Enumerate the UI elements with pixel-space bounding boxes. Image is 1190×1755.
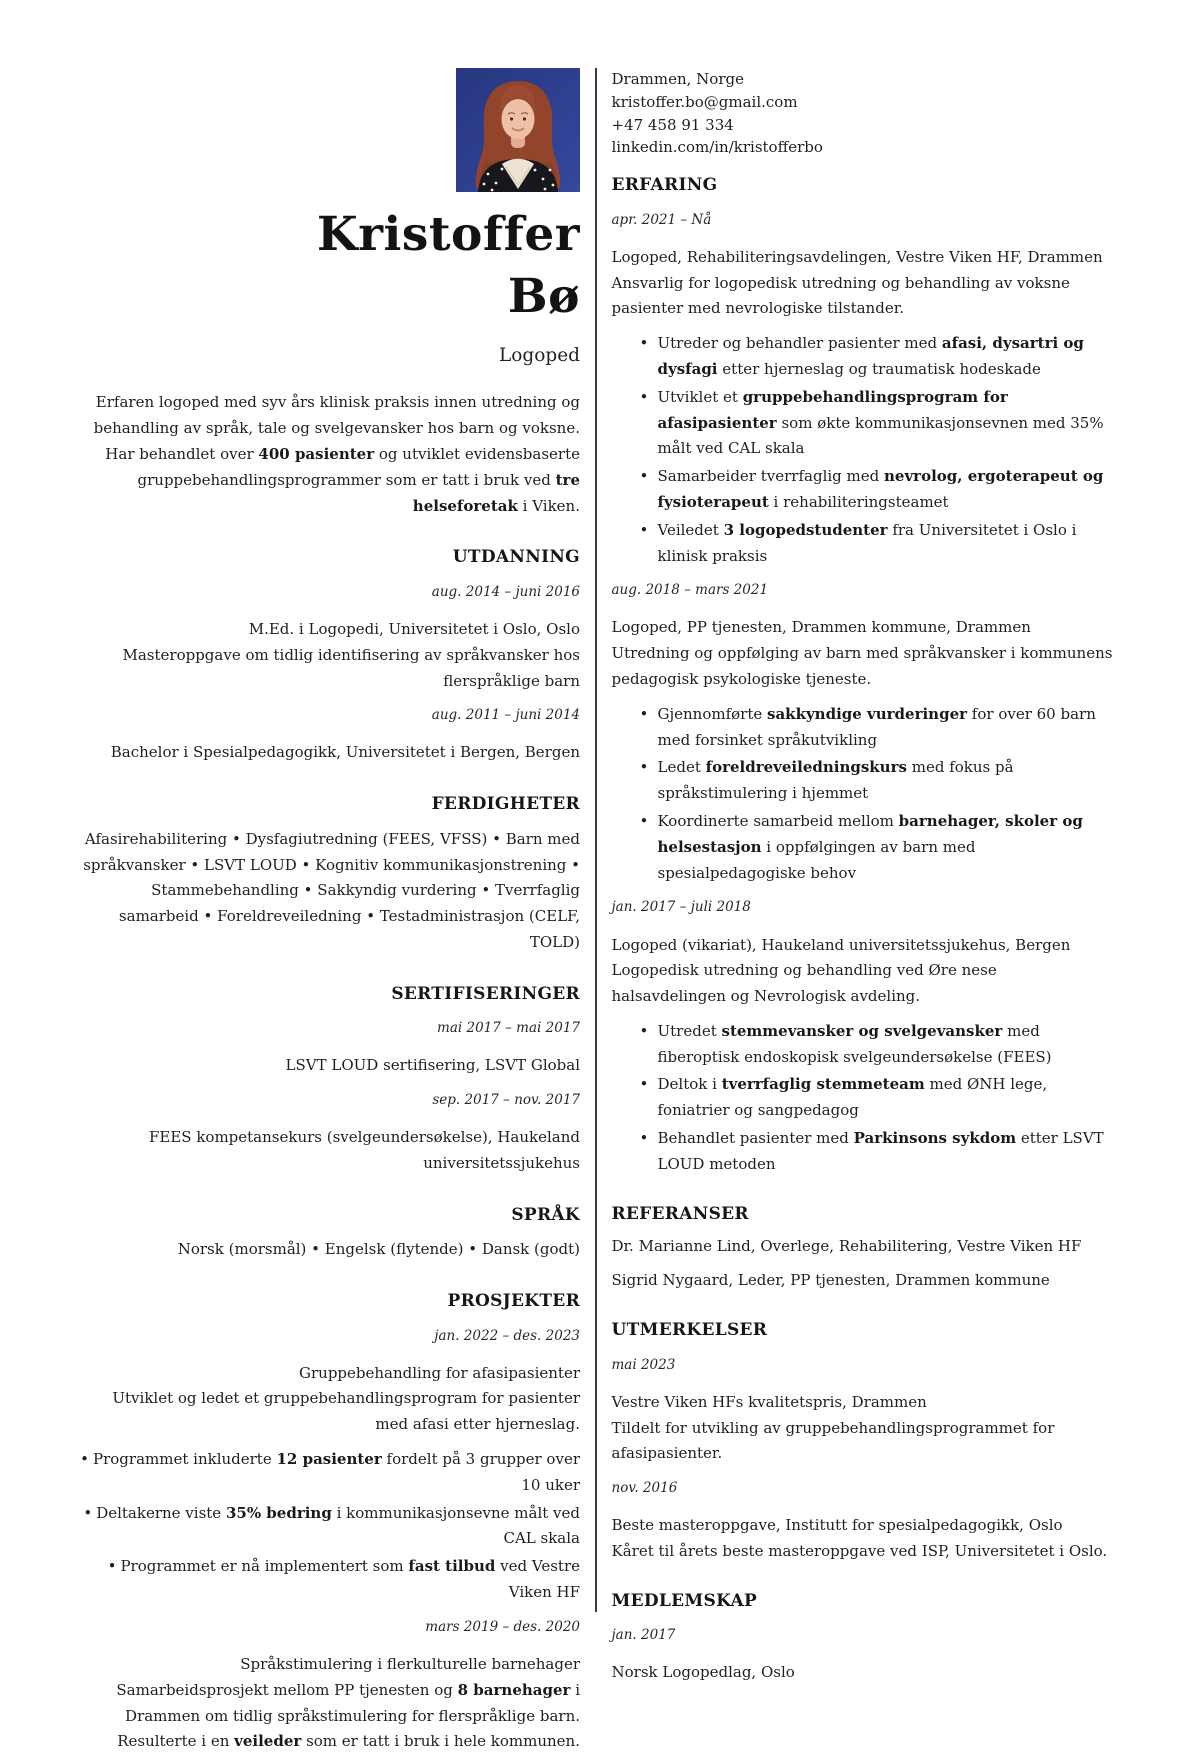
experience-entry-description: Ansvarlig for logopedisk utredning og behandling av voksne pasienter med nevrologiske tilstander.: [611, 273, 1070, 318]
project-bullet: [75, 1554, 580, 1606]
experience-bullet: [639, 1019, 1116, 1071]
experience-bullet-text: Gjennomførte sakkyndige vurderinger for over 60 barn med forsinket språkutvikling: [657, 704, 1096, 749]
education-entry-date: aug. 2011 – juni 2014: [431, 707, 580, 724]
contact-linkedin: linkedin.com/in/kristofferbo: [611, 138, 823, 157]
bullet-marker: •: [639, 1021, 649, 1040]
section-certifications: [75, 982, 580, 1177]
project-bullet-text: Programmet inkluderte 12 pasienter fordelt på 3 grupper over 10 uker: [93, 1450, 580, 1494]
section-experience: [612, 173, 1116, 1177]
project-entry-description: Samarbeidsprosjekt mellom PP tjenesten og 8 barnehager i Drammen om tidlig språkstimulering for flerspråklige barn. Resulterte i en veileder som er tatt i bruk i hele kommunen.: [116, 1680, 580, 1751]
experience-entry-title: Logoped, PP tjenesten, Drammen kommune, Drammen: [611, 618, 1031, 637]
bullet-marker: •: [639, 467, 649, 486]
experience-entry-date: apr. 2021 – Nå: [611, 211, 712, 228]
left-column: [75, 68, 580, 1755]
portrait-illustration: [456, 68, 580, 192]
section-education: [75, 545, 580, 766]
bullet-marker: •: [639, 520, 649, 539]
bullet-marker: •: [639, 1129, 649, 1148]
column-divider: [595, 68, 597, 1612]
experience-bullet-text: Utredet stemmevansker og svelgevansker med fiberoptisk endoskopisk svelgeundersøkelse (FEES): [657, 1021, 1052, 1066]
reference-line: Dr. Marianne Lind, Overlege, Rehabilitering, Vestre Viken HF: [611, 1237, 1082, 1256]
experience-bullet: [639, 755, 1116, 807]
award-entry-title: Beste masteroppgave, Institutt for spesialpedagogikk, Oslo: [611, 1516, 1063, 1535]
experience-bullet-list: [612, 702, 1116, 887]
section-heading-education: UTDANNING: [452, 547, 580, 568]
section-membership: [612, 1589, 1116, 1686]
project-entry-date: mars 2019 – des. 2020: [425, 1618, 580, 1635]
bullet-marker: •: [639, 812, 649, 831]
experience-bullet-text: Samarbeider tverrfaglig med nevrolog, ergoterapeut og fysioterapeut i rehabiliteringsteamet: [657, 467, 1104, 511]
membership-entry-title: Norsk Logopedlag, Oslo: [611, 1663, 795, 1682]
section-heading-awards: UTMERKELSER: [611, 1320, 768, 1341]
experience-bullet: [639, 809, 1116, 886]
summary-text: Erfaren logoped med syv års klinisk praksis innen utredning og behandling av språk, tale og svelgevansker hos barn og voksne. Har behandlet over 400 pasienter og utviklet evidensbaserte gruppebehandlingsprogrammer som er tatt i bruk ved tre helseforetak i Viken.: [93, 393, 580, 515]
bullet-marker: •: [83, 1503, 93, 1522]
award-entry-description: Kåret til årets beste masteroppgave ved ISP, Universitetet i Oslo.: [611, 1542, 1108, 1561]
experience-bullet: [639, 331, 1116, 383]
last-name: Bø: [507, 269, 580, 325]
experience-entry-description: Logopedisk utredning og behandling ved Øre nese halsavdelingen og Nevrologisk avdeling.: [611, 961, 997, 1006]
certification-entry-title: FEES kompetansekurs (svelgeundersøkelse), Haukeland universitetssjukehus: [148, 1128, 580, 1172]
project-bullet: [75, 1501, 580, 1553]
first-name: Kristoffer: [316, 207, 580, 262]
education-entry-date: aug. 2014 – juni 2016: [431, 583, 580, 600]
languages-list: Norsk (morsmål) • Engelsk (flytende) • Dansk (godt): [177, 1240, 580, 1259]
bullet-marker: •: [639, 387, 649, 406]
project-bullet-text: Deltakerne viste 35% bedring i kommunikasjonsevne målt ved CAL skala: [96, 1503, 580, 1548]
experience-entry-date: jan. 2017 – juli 2018: [611, 899, 751, 916]
project-entry-description: Utviklet og ledet et gruppebehandlingsprogram for pasienter med afasi etter hjerneslag.: [112, 1389, 580, 1434]
section-languages: [75, 1203, 580, 1263]
experience-bullet-text: Utreder og behandler pasienter med afasi, dysartri og dysfagi etter hjerneslag og traumatisk hodeskade: [657, 334, 1084, 378]
education-entry-title: Bachelor i Spesialpedagogikk, Universitetet i Bergen, Bergen: [110, 743, 580, 762]
reference-line: Sigrid Nygaard, Leder, PP tjenesten, Drammen kommune: [611, 1270, 1050, 1289]
experience-bullet: [639, 1126, 1116, 1178]
section-references: [612, 1202, 1116, 1295]
experience-entry: [612, 210, 1116, 570]
contact-block: [612, 68, 1116, 159]
section-heading-languages: SPRÅK: [511, 1204, 580, 1225]
experience-bullet-text: Ledet foreldreveiledningskurs med fokus på språkstimulering i hjemmet: [657, 758, 1014, 803]
project-entry-title: Gruppebehandling for afasipasienter: [299, 1363, 580, 1382]
experience-entry: [612, 897, 1116, 1177]
section-heading-experience: ERFARING: [611, 175, 718, 196]
experience-bullet-list: [612, 331, 1116, 569]
award-entry-date: mai 2023: [611, 1356, 676, 1373]
award-entry-title: Vestre Viken HFs kvalitetspris, Drammen: [611, 1392, 927, 1411]
certification-entry-title: LSVT LOUD sertifisering, LSVT Global: [285, 1056, 580, 1075]
section-heading-membership: MEDLEMSKAP: [611, 1590, 758, 1611]
section-heading-references: REFERANSER: [611, 1203, 749, 1224]
experience-bullet: [639, 518, 1116, 570]
job-title: Logoped: [498, 345, 580, 367]
membership-entry-date: jan. 2017: [611, 1627, 676, 1644]
bullet-marker: •: [107, 1557, 117, 1576]
experience-bullet-text: Deltok i tverrfaglig stemmeteam med ØNH lege, foniatrier og sangpedagog: [657, 1075, 1048, 1120]
experience-entry-description: Utredning og oppfølging av barn med språkvansker i kommunens pedagogisk psykologiske tjeneste.: [611, 644, 1113, 689]
experience-bullet-list: [612, 1019, 1116, 1178]
experience-entry-date: aug. 2018 – mars 2021: [611, 582, 769, 599]
experience-entry-title: Logoped (vikariat), Haukeland universitetssjukehus, Bergen: [611, 935, 1071, 954]
experience-bullet: [639, 464, 1116, 516]
award-entry-date: nov. 2016: [611, 1480, 678, 1497]
experience-entry-title: Logoped, Rehabiliteringsavdelingen, Vestre Viken HF, Drammen: [611, 247, 1103, 266]
bullet-marker: •: [639, 758, 649, 777]
education-entry-title: M.Ed. i Logopedi, Universitetet i Oslo, Oslo: [248, 619, 580, 638]
section-heading-projects: PROSJEKTER: [447, 1291, 580, 1312]
experience-entry: [612, 580, 1116, 886]
education-entry-description: Masteroppgave om tidlig identifisering av språkvansker hos flerspråklige barn: [122, 645, 580, 690]
project-bullet: [75, 1447, 580, 1499]
section-heading-certifications: SERTIFISERINGER: [391, 983, 580, 1004]
project-bullet-text: Programmet er nå implementert som fast tilbud ved Vestre Viken HF: [120, 1557, 580, 1602]
section-projects: [75, 1289, 580, 1755]
section-awards: [612, 1318, 1116, 1565]
bullet-marker: •: [639, 704, 649, 723]
experience-bullet-text: Veiledet 3 logopedstudenter fra Universitetet i Oslo i klinisk praksis: [657, 520, 1077, 565]
project-entry-title: Språkstimulering i flerkulturelle barnehager: [240, 1654, 580, 1673]
bullet-marker: •: [639, 334, 649, 353]
profile-photo: [456, 68, 580, 192]
project-entry-date: jan. 2022 – des. 2023: [434, 1327, 580, 1344]
experience-bullet-text: Koordinerte samarbeid mellom barnehager, skoler og helsestasjon i oppfølgingen av barn med spesialpedagogiske behov: [657, 812, 1083, 882]
experience-bullet: [639, 385, 1116, 462]
section-heading-skills: FERDIGHETER: [431, 794, 580, 815]
bullet-marker: •: [639, 1075, 649, 1094]
bullet-marker: •: [80, 1450, 90, 1469]
experience-bullet: [639, 1072, 1116, 1124]
experience-bullet-text: Behandlet pasienter med Parkinsons sykdom etter LSVT LOUD metoden: [657, 1129, 1104, 1173]
award-entry-description: Tildelt for utvikling av gruppebehandlingsprogrammet for afasipasienter.: [611, 1418, 1055, 1463]
certification-entry-date: mai 2017 – mai 2017: [437, 1020, 580, 1037]
project-bullet-list: [75, 1447, 580, 1606]
contact-location: Drammen, Norge: [611, 70, 744, 88]
section-skills: [75, 792, 580, 955]
person-name: [75, 204, 580, 328]
contact-phone: +47 458 91 334: [611, 115, 734, 134]
skills-list: Afasirehabilitering • Dysfagiutredning (FEES, VFSS) • Barn med språkvansker • LSVT LOUD • Kognitiv kommunikasjonstrening • Stammebehandling • Sakkyndig vurdering • Tverrfaglig samarbeid • Foreldreveiledning • Testadministrasjon (CELF, TOLD): [83, 829, 580, 951]
contact-email: kristoffer.bo@gmail.com: [611, 92, 798, 111]
certification-entry-date: sep. 2017 – nov. 2017: [432, 1092, 580, 1109]
experience-bullet-text: Utviklet et gruppebehandlingsprogram for afasipasienter som økte kommunikasjonsevnen med 35% målt ved CAL skala: [657, 387, 1104, 458]
right-column: [612, 68, 1116, 1686]
experience-bullet: [639, 702, 1116, 754]
